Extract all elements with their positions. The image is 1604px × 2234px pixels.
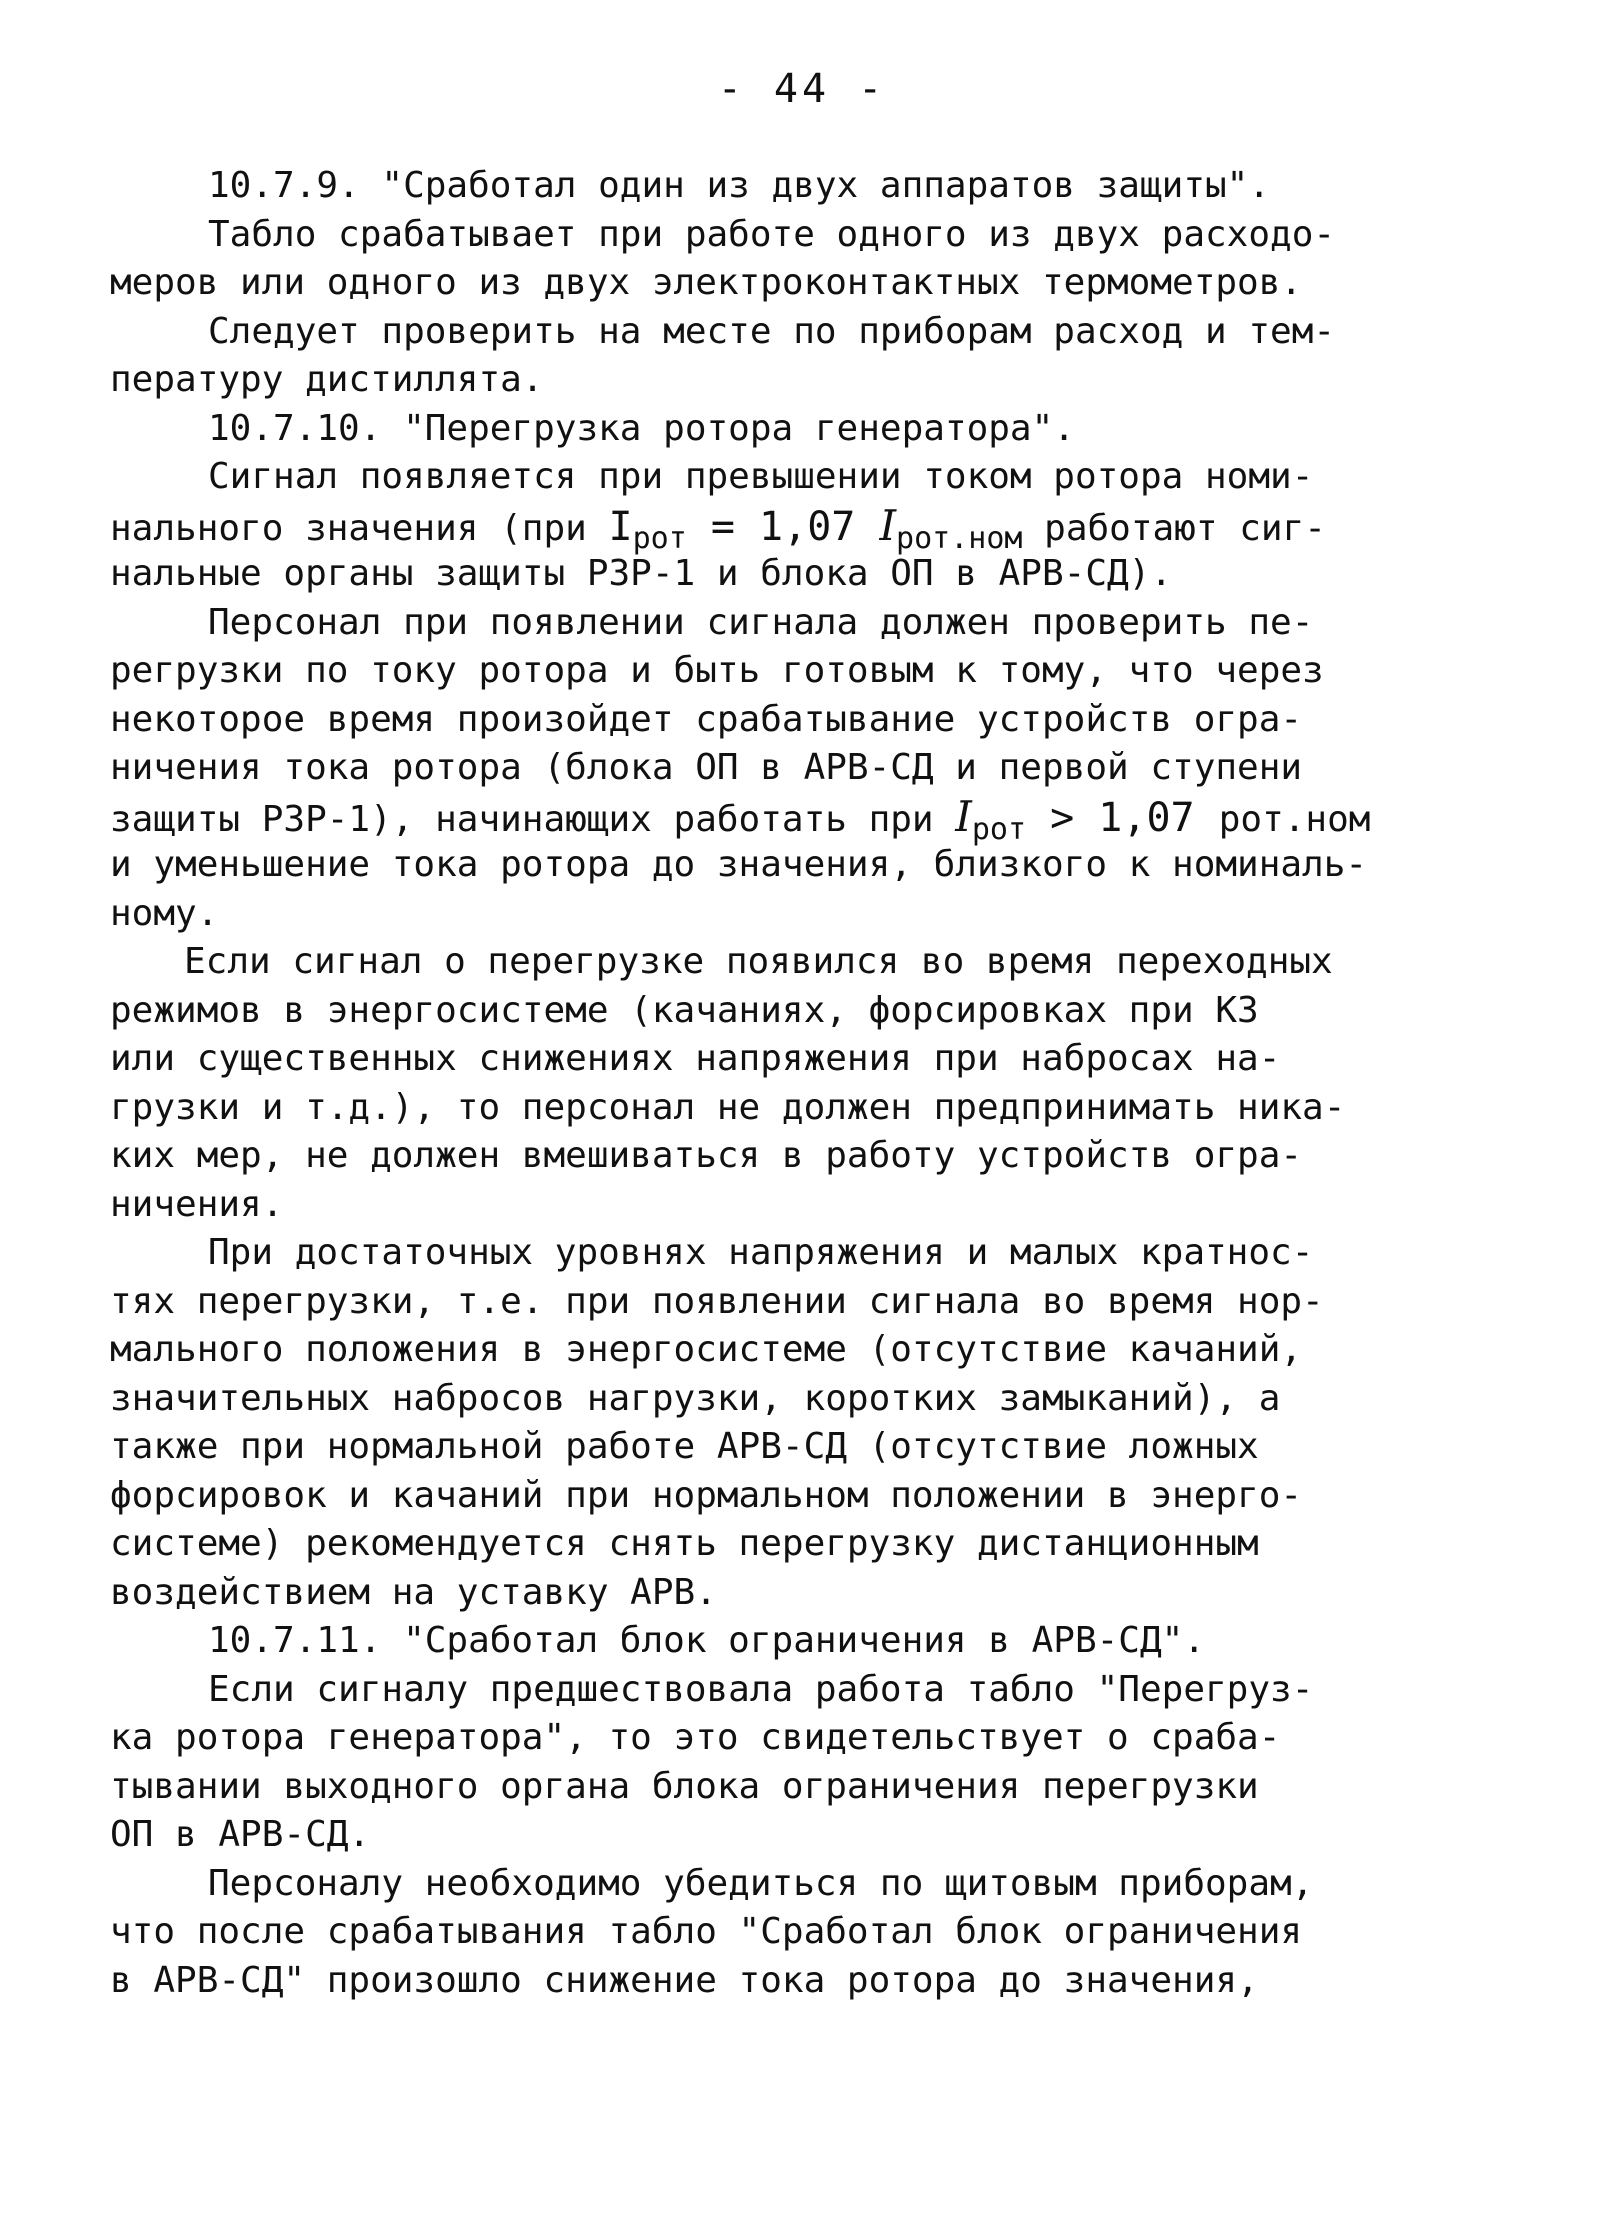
text-line: тывании выходного органа блока ограничения перегрузки	[110, 1765, 1259, 1807]
text-line: нальные органы защиты РЗР-1 и блока ОП в АРВ-СД).	[110, 553, 1173, 594]
text-line: некоторое время произойдет срабатывание устройств огра-	[110, 698, 1303, 740]
section-heading-10-7-9: 10.7.9. "Сработал один из двух аппаратов защиты".	[208, 165, 1271, 206]
formula-subscript: рот	[632, 520, 687, 556]
text-line: или существенных снижениях напряжения при набросах на-	[110, 1038, 1281, 1079]
text-line: в АРВ-СД" произошло снижение тока ротора до значения,	[110, 1959, 1259, 2001]
text-line: мального положения в энергосистеме (отсутствие качаний,	[110, 1329, 1303, 1370]
text-line: ному.	[110, 892, 219, 934]
formula-subscript: рот	[971, 811, 1027, 847]
page-number: - 44 -	[717, 66, 887, 112]
text-line: При достаточных уровнях напряжения и малых кратнос-	[208, 1232, 1314, 1273]
text-line: Сигнал появляется при превышении током ротора номи-	[208, 456, 1314, 497]
formula-value: > 1,07	[1026, 794, 1219, 841]
text-line: ОП в АРВ-СД.	[110, 1814, 371, 1855]
text-line: и уменьшение тока ротора до значения, близкого к номиналь-	[110, 844, 1368, 885]
text-line: системе) рекомендуется снять перегрузку дистанционным	[110, 1523, 1259, 1564]
text-line: Персонал при появлении сигнала должен проверить пе-	[208, 601, 1314, 643]
text-line: пературу дистиллята.	[110, 359, 544, 400]
section-heading-10-7-10: 10.7.10. "Перегрузка ротора генератора".	[208, 407, 1075, 449]
text-line: Если сигналу предшествовала работа табло "Перегруз-	[208, 1668, 1314, 1710]
text-fragment: рот.ном	[1218, 798, 1371, 840]
text-line: ка ротора генератора", то это свидетельствует о сраба-	[110, 1717, 1281, 1758]
text-line: режимов в энергосистеме (качаниях, форсировках при КЗ	[110, 989, 1259, 1031]
formula-symbol: I	[879, 500, 897, 550]
text-fragment: защиты РЗР-1), начинающих работать при	[110, 798, 956, 840]
text-line: регрузки по току ротора и быть готовым к тому, что через	[110, 650, 1324, 691]
text-line: ких мер, не должен вмешиваться в работу устройств огра-	[110, 1135, 1303, 1176]
text-fragment: работают сиг-	[1022, 507, 1326, 549]
text-line: грузки и т.д.), то персонал не должен предпринимать ника-	[110, 1086, 1346, 1128]
text-line: меров или одного из двух электроконтактных термометров.	[110, 262, 1303, 303]
formula-value: = 1,07	[686, 503, 880, 550]
text-line: также при нормальной работе АРВ-СД (отсутствие ложных	[110, 1426, 1259, 1467]
text-line: Следует проверить на месте по приборам расход и тем-	[208, 310, 1336, 352]
formula-symbol: I	[608, 503, 633, 550]
text-line: Если сигнал о перегрузке появился во время переходных	[184, 941, 1333, 982]
page-body	[110, 162, 1410, 2005]
text-line: Табло срабатывает при работе одного из двух расходо-	[208, 213, 1336, 255]
text-line: Персоналу необходимо убедиться по щитовым приборам,	[208, 1862, 1314, 1904]
section-heading-10-7-11: 10.7.11. "Сработал блок ограничения в АРВ-СД".	[208, 1620, 1205, 1661]
text-line: воздействием на уставку АРВ.	[110, 1571, 717, 1613]
text-line: значительных набросов нагрузки, коротких замыканий), а	[110, 1377, 1281, 1419]
text-line: форсировок и качаний при нормальном положении в энерго-	[110, 1474, 1303, 1516]
formula-symbol: I	[955, 791, 972, 841]
formula-line	[110, 791, 1410, 847]
text-line: тях перегрузки, т.е. при появлении сигнала во время нор-	[110, 1280, 1324, 1322]
formula-subscript: рот.ном	[896, 520, 1023, 556]
text-line: ничения.	[110, 1183, 284, 1225]
formula-line	[110, 500, 1410, 556]
text-line: что после срабатывания табло "Сработал блок ограничения	[110, 1911, 1303, 1952]
text-fragment: нального значения (при	[110, 507, 609, 549]
text-line: ничения тока ротора (блока ОП в АРВ-СД и первой ступени	[110, 747, 1303, 788]
